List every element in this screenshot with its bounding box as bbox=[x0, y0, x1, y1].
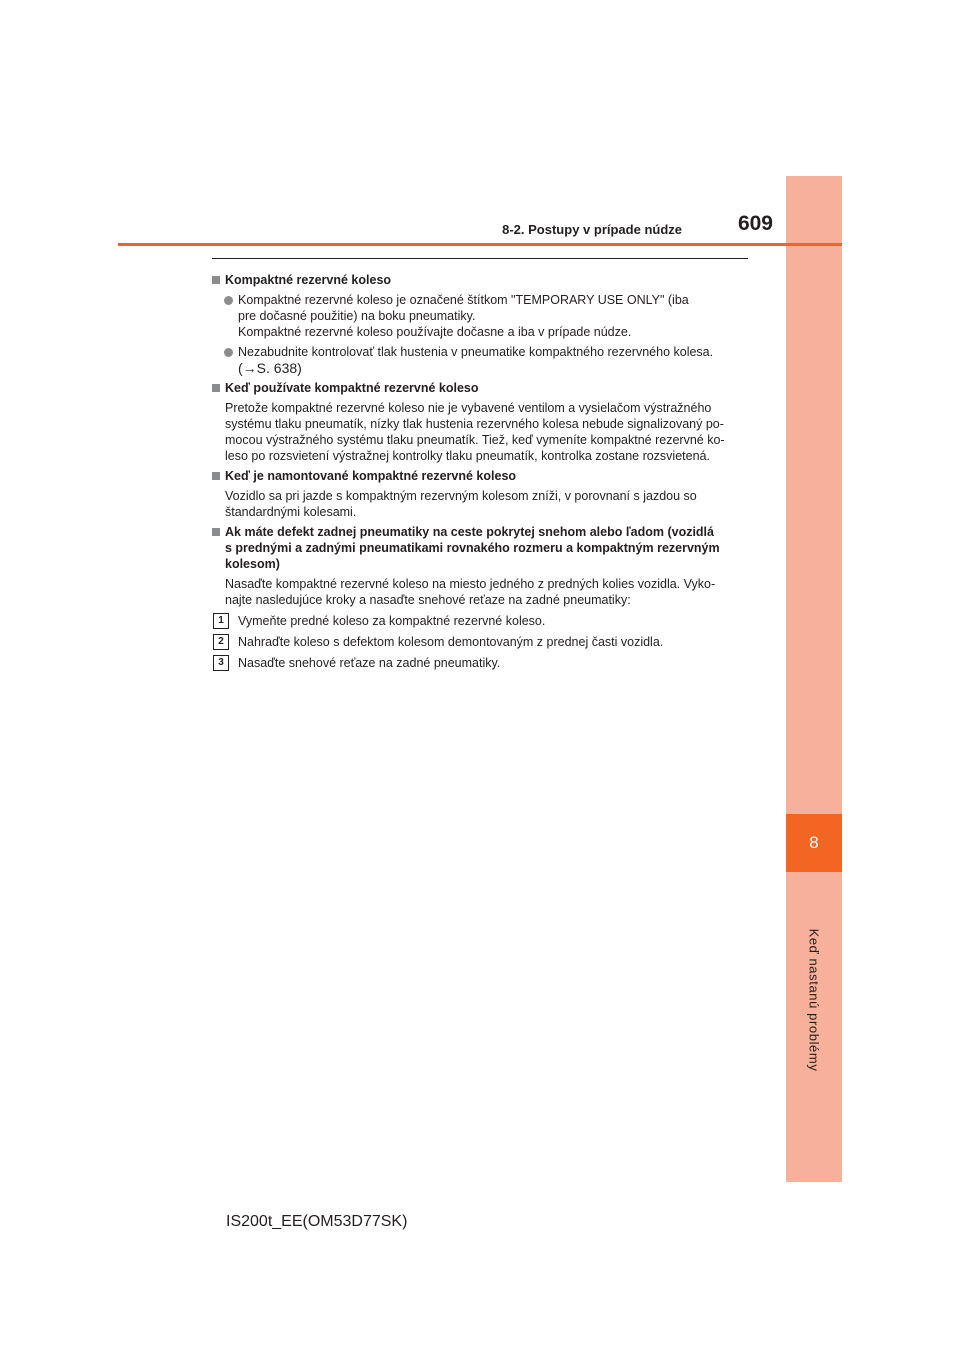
chapter-number: 8 bbox=[786, 814, 842, 872]
step-number-badge: 3 bbox=[213, 655, 229, 671]
square-bullet-icon bbox=[212, 528, 220, 536]
section-title: 8-2. Postupy v prípade núdze bbox=[502, 222, 682, 237]
square-bullet-icon bbox=[212, 384, 220, 392]
circle-bullet-icon bbox=[224, 348, 233, 357]
step-item: 3 Nasaďte snehové reťaze na zadné pneumatiky. bbox=[212, 655, 752, 671]
step-number-badge: 1 bbox=[213, 613, 229, 629]
step-number-badge: 2 bbox=[213, 634, 229, 650]
bullet-item: Kompaktné rezervné koleso je označené štítkom "TEMPORARY USE ONLY" (iba pre dočasné použitie) na boku pneumatiky. Kompaktné rezervné koleso používajte dočasne a iba v prípade núdze. bbox=[212, 292, 752, 340]
page-reference-link[interactable]: (→S. 638) bbox=[238, 360, 302, 376]
step-item: 1 Vymeňte predné koleso za kompaktné rezervné koleso. bbox=[212, 613, 752, 629]
page-content bbox=[212, 268, 752, 671]
step-item: 2 Nahraďte koleso s defektom kolesom demontovaným z prednej časti vozidla. bbox=[212, 634, 752, 650]
square-bullet-icon bbox=[212, 472, 220, 480]
document-code: IS200t_EE(OM53D77SK) bbox=[226, 1213, 408, 1230]
content-rule bbox=[212, 258, 748, 259]
bullet-item: Nezabudnite kontrolovať tlak hustenia v pneumatike kompaktného rezervného kolesa. (→S. 638) bbox=[212, 344, 752, 376]
paragraph: Nasaďte kompaktné rezervné koleso na miesto jedného z predných kolies vozidla. Vyko- najte nasledujúce kroky a nasaďte snehové reťaze na zadné pneumatiky: bbox=[225, 577, 716, 607]
heading-using-spare: Keď používate kompaktné rezervné koleso bbox=[212, 380, 752, 396]
page-number: 609 bbox=[737, 212, 773, 235]
paragraph: Pretože kompaktné rezervné koleso nie je vybavené ventilom a vysielačom výstražného systému tlaku pneumatík, nízky tlak hustenia rezervného kolesa nebude signalizovaný po- mocou výstražného systému tlaku pneumatík. Tiež, keď vymeníte kompaktné rezervné ko- leso po rozsvietení výstražnej kontrolky tlaku pneumatík, kontrolka zostane rozsvietená. bbox=[225, 401, 725, 463]
heading-compact-spare: Kompaktné rezervné koleso bbox=[212, 272, 752, 288]
heading-spare-installed: Keď je namontované kompaktné rezervné koleso bbox=[212, 468, 752, 484]
square-bullet-icon bbox=[212, 276, 220, 284]
paragraph: Vozidlo sa pri jazde s kompaktným rezervným kolesom zníži, v porovnaní s jazdou so štandardnými kolesami. bbox=[225, 489, 697, 519]
circle-bullet-icon bbox=[224, 296, 233, 305]
heading-rear-flat-snow: Ak máte defekt zadnej pneumatiky na ceste pokrytej snehom alebo ľadom (vozidlá s prednými a zadnými pneumatikami rovnakého rozmeru a kompaktným rezervným kolesom) bbox=[212, 524, 752, 572]
header-rule bbox=[118, 243, 842, 246]
chapter-label: Keď nastanú problémy bbox=[806, 928, 822, 1072]
